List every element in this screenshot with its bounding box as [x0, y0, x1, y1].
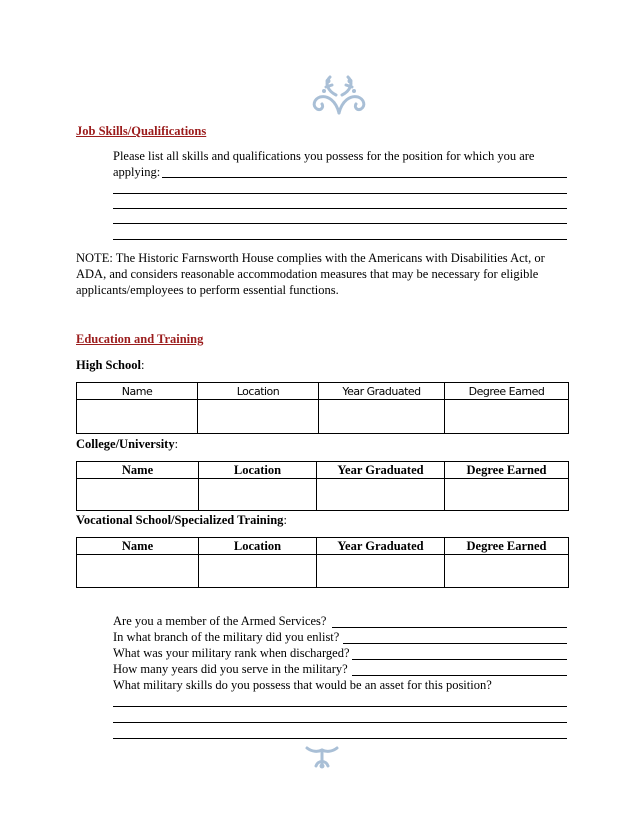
column-header-year-graduated: Year Graduated: [317, 462, 445, 479]
location-cell[interactable]: [198, 400, 319, 434]
high-school-colon: :: [140, 358, 145, 372]
name-cell[interactable]: [77, 479, 199, 511]
vocational-label: [76, 513, 287, 528]
vocational-label-text: Vocational School/Specialized Training: [76, 513, 284, 527]
table-header-row: [77, 462, 569, 479]
skills-answer-line[interactable]: [113, 208, 567, 209]
vocational-colon: :: [283, 513, 287, 527]
military-skills-question: What military skills do you possess that would be an asset for this position?: [113, 678, 492, 692]
education-heading: Education and Training: [76, 332, 204, 346]
job-skills-heading: Job Skills/Qualifications: [76, 124, 207, 138]
skills-prompt-line1: Please list all skills and qualifications you possess for the position for which you are: [113, 149, 535, 163]
military-rank-answer-line[interactable]: [352, 659, 567, 660]
column-header-location: Location: [199, 538, 317, 555]
degree-earned-cell[interactable]: [445, 400, 569, 434]
armed-services-question: Are you a member of the Armed Services?: [113, 614, 327, 628]
column-header-year-graduated: Year Graduated: [317, 538, 445, 555]
military-skills-answer-line[interactable]: [113, 738, 567, 739]
skills-answer-line[interactable]: [113, 193, 567, 194]
high-school-label-text: High School: [76, 358, 141, 372]
column-header-degree-earned: Degree Earned: [445, 383, 569, 400]
skills-answer-line[interactable]: [113, 223, 567, 224]
name-cell[interactable]: [77, 400, 198, 434]
top-flourish-ornament: [306, 73, 372, 115]
column-header-location: Location: [199, 462, 317, 479]
armed-services-answer-line[interactable]: [332, 627, 567, 628]
skills-answer-line[interactable]: [162, 177, 567, 178]
column-header-name: Name: [77, 462, 199, 479]
college-table: [76, 461, 569, 511]
location-cell[interactable]: [199, 479, 317, 511]
skills-prompt-line2: applying:: [113, 165, 161, 179]
skills-answer-line[interactable]: [113, 239, 567, 240]
bottom-flourish-ornament: [304, 744, 340, 770]
military-skills-answer-line[interactable]: [113, 722, 567, 723]
column-header-name: Name: [77, 383, 198, 400]
name-cell[interactable]: [77, 555, 199, 588]
college-label-text: College/University: [76, 437, 175, 451]
table-header-row: [77, 538, 569, 555]
military-branch-answer-line[interactable]: [343, 643, 567, 644]
high-school-label: [76, 358, 144, 373]
military-years-answer-line[interactable]: [352, 675, 567, 676]
year-graduated-cell[interactable]: [317, 555, 445, 588]
table-row: [77, 555, 569, 588]
military-rank-question: What was your military rank when discharged?: [113, 646, 350, 660]
college-colon: :: [174, 437, 179, 451]
degree-earned-cell[interactable]: [445, 555, 569, 588]
table-row: [77, 400, 569, 434]
degree-earned-cell[interactable]: [445, 479, 569, 511]
military-skills-answer-line[interactable]: [113, 706, 567, 707]
vocational-table: [76, 537, 569, 588]
location-cell[interactable]: [199, 555, 317, 588]
military-years-question: How many years did you serve in the military?: [113, 662, 348, 676]
table-header-row: [77, 383, 569, 400]
column-header-year-graduated: Year Graduated: [319, 383, 445, 400]
table-row: [77, 479, 569, 511]
college-label: [76, 437, 178, 452]
column-header-name: Name: [77, 538, 199, 555]
ada-note-line1: NOTE: The Historic Farnsworth House complies with the Americans with Disabilities Act, or: [76, 251, 545, 265]
column-header-degree-earned: Degree Earned: [445, 462, 569, 479]
military-branch-question: In what branch of the military did you enlist?: [113, 630, 340, 644]
high-school-table: [76, 382, 569, 434]
ada-note-line3: applicants/employees to perform essential functions.: [76, 283, 339, 297]
column-header-degree-earned: Degree Earned: [445, 538, 569, 555]
year-graduated-cell[interactable]: [317, 479, 445, 511]
year-graduated-cell[interactable]: [319, 400, 445, 434]
column-header-location: Location: [198, 383, 319, 400]
ada-note-line2: ADA, and considers reasonable accommodation measures that may be necessary for eligible: [76, 267, 539, 281]
